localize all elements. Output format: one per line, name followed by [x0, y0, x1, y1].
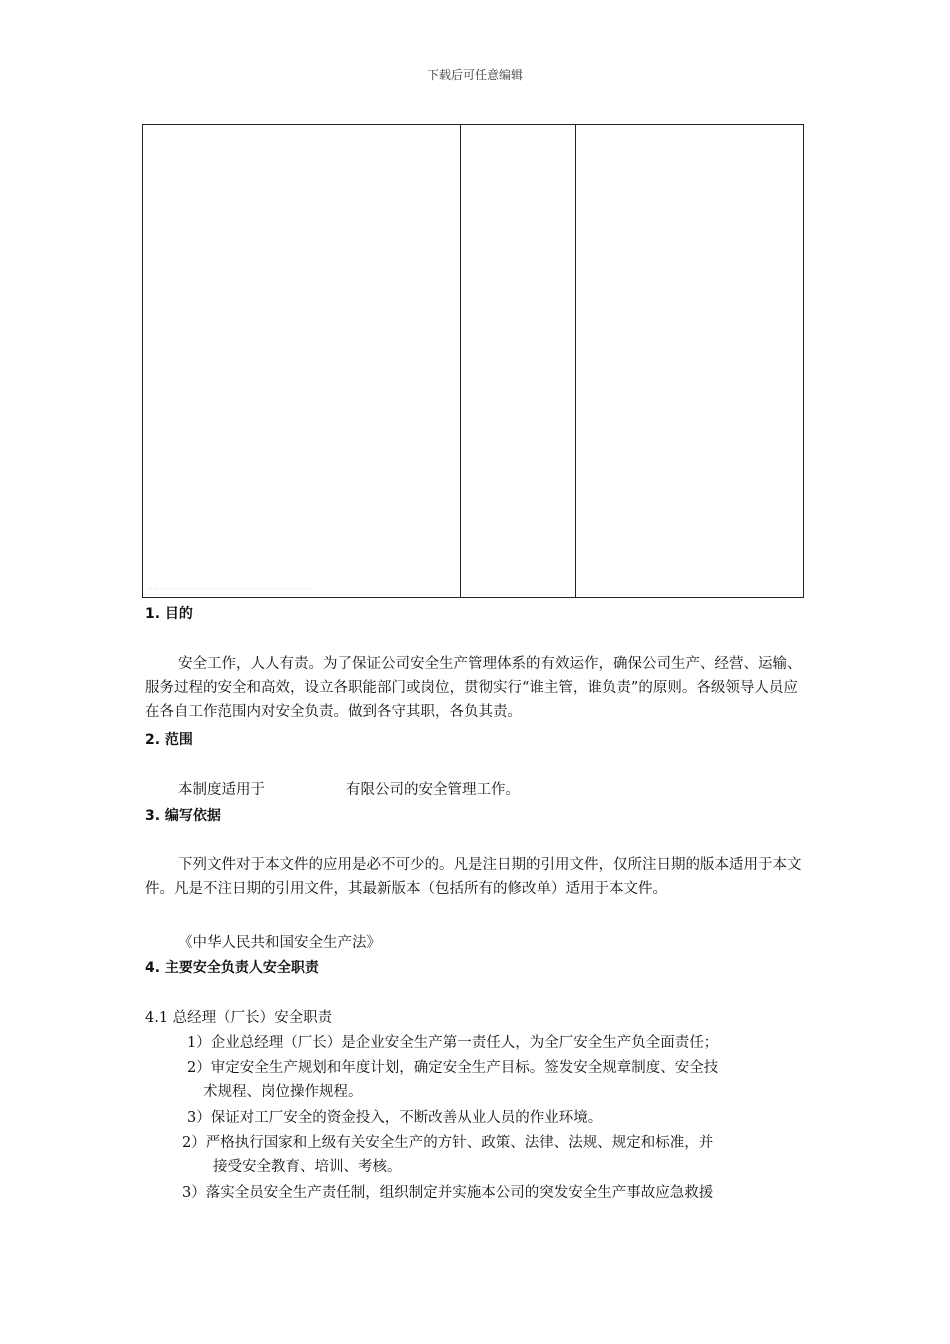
section-3-body: 下列文件对于本文件的应用是必不可少的。凡是注日期的引用文件，仅所注日期的版本适用于本文件。凡是不注日期的引用文件，其最新版本（包括所有的修改单）适用于本文件。	[145, 857, 802, 897]
section-4-title: 4. 主要安全负责人安全职责	[145, 960, 319, 976]
header-note: 下载后可任意编辑	[426, 68, 523, 82]
section-4-1-title: 4.1 总经理（厂长）安全职责	[145, 1010, 333, 1026]
list-item: 1）企业总经理（厂长）是企业安全生产第一责任人，为全厂安全生产负全面责任；	[187, 1035, 719, 1051]
cover-table	[142, 124, 804, 598]
section-1-body: 安全工作，人人有责。为了保证公司安全生产管理体系的有效运作，确保公司生产、经营、运输、服务过程的安全和高效，设立各职能部门或岗位，贯彻实行“谁主管，谁负责”的原则。各级领导人员应在各自工作范围内对安全负责。做到各守其职，各负其责。	[145, 656, 802, 720]
list-item: 2）审定安全生产规划和年度计划，确定安全生产目标。签发安全规章制度、安全技	[187, 1060, 719, 1076]
table-divider-1	[460, 125, 461, 597]
list-item: 3）保证对工厂安全的资金投入，不断改善从业人员的作业环境。	[187, 1110, 603, 1126]
table-divider-2	[575, 125, 576, 597]
list-item: 2）严格执行国家和上级有关安全生产的方针、政策、法律、法规、规定和标准，并	[182, 1135, 714, 1151]
section-1-title: 1. 目的	[145, 606, 193, 622]
list-item-continuation: 术规程、岗位操作规程。	[203, 1084, 363, 1100]
section-3-title: 3. 编写依据	[145, 808, 221, 824]
faint-overlay-text: ┄┄┄┄┄┄┄┄┄┄┄┄┄┄┄┄┄┄┄┄┄┄┄┄┄┄	[147, 585, 314, 595]
section-2-body-left: 本制度适用于	[178, 782, 265, 798]
list-item-continuation: 接受安全教育、培训、考核。	[213, 1159, 402, 1175]
section-2-title: 2. 范围	[145, 732, 193, 748]
section-3-reference: 《中华人民共和国安全生产法》	[178, 935, 381, 951]
list-item: 3）落实全员安全生产责任制，组织制定并实施本公司的突发安全生产事故应急救援	[182, 1185, 714, 1201]
section-2-body-right: 有限公司的安全管理工作。	[346, 782, 520, 798]
